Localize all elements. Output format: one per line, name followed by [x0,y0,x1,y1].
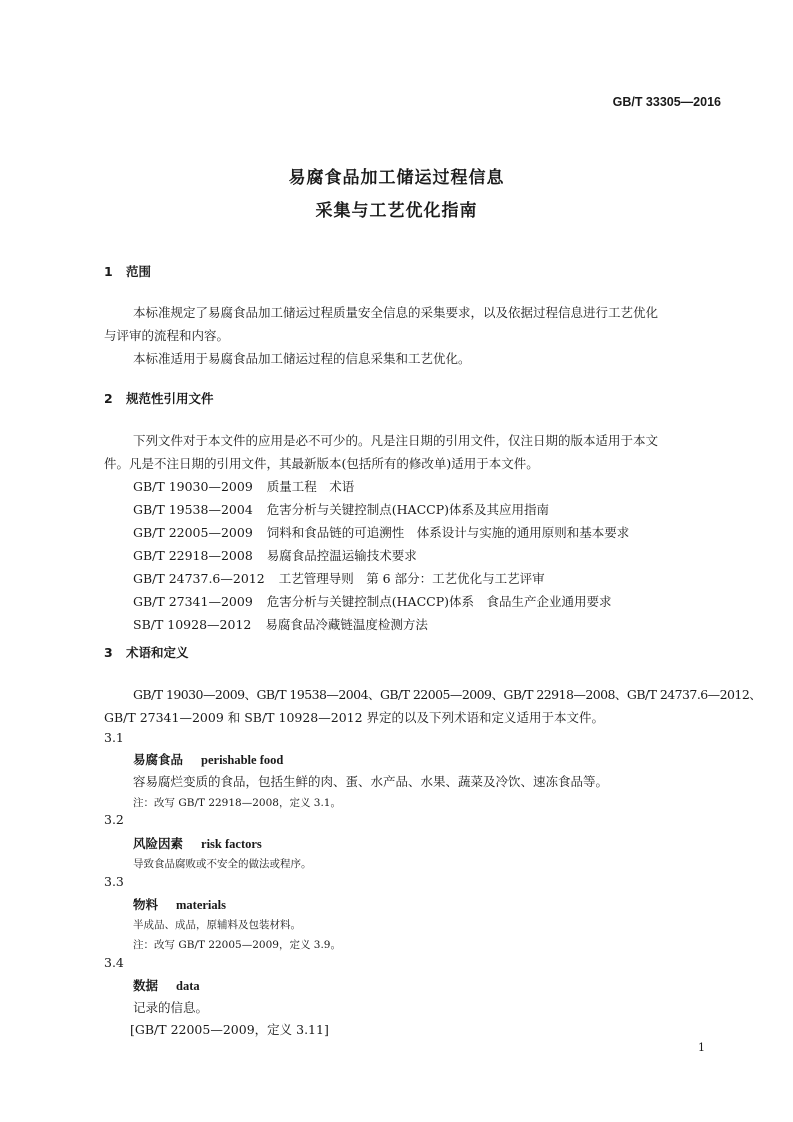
reference-item [133,523,629,541]
term-source: [GB/T 22005—2009，定义 3.11] [130,1022,329,1037]
term-definition: 容易腐烂变质的食品，包括生鲜的肉、蛋、水产品、水果、蔬菜及冷饮、速冻食品等。 [133,774,609,789]
reference-code: GB/T 22005—2009 [133,525,253,540]
scope-paragraph-1-line-1: 本标准规定了易腐食品加工储运过程质量安全信息的采集要求，以及依据过程信息进行工艺优化 [133,305,659,320]
term-english: risk factors [201,837,262,851]
terms-intro-line-1: GB/T 19030—2009、GB/T 19538—2004、GB/T 22005—2009、GB/T 22918—2008、GB/T 24737.6—2012、 [133,687,762,702]
section-3-heading [104,643,189,661]
section-title: 术语和定义 [126,645,189,660]
term-definition: 导致食品腐败或不安全的做法或程序。 [133,858,312,870]
reference-code: GB/T 19030—2009 [133,479,253,494]
section-2-heading [104,389,214,407]
term-definition: 半成品、成品，原辅料及包装材料。 [133,919,301,931]
reference-title: 饲料和食品链的可追溯性 体系设计与实施的通用原则和基本要求 [266,525,630,540]
term-note: 注：改写 GB/T 22005—2009，定义 3.9。 [133,939,341,951]
reference-item [133,592,612,610]
term-number: 3.1 [104,730,124,745]
reference-item [133,569,545,587]
section-title: 规范性引用文件 [126,391,214,406]
term-heading [133,976,200,994]
reference-title: 易腐食品控温运输技术要求 [266,548,417,563]
reference-item [133,546,417,564]
references-intro-line-1: 下列文件对于本文件的应用是必不可少的。凡是注日期的引用文件，仅注日期的版本适用于本文 [133,433,659,448]
standard-code: GB/T 33305—2016 [612,95,721,109]
terms-intro-line-2: GB/T 27341—2009 和 SB/T 10928—2012 界定的以及下列术语和定义适用于本文件。 [104,710,605,725]
term-number: 3.3 [104,874,124,889]
reference-title: 质量工程 术语 [266,479,355,494]
document-title-line-1: 易腐食品加工储运过程信息 [288,168,505,188]
section-title: 范围 [126,264,152,279]
section-1-heading [104,262,151,280]
term-chinese: 物料 [133,897,159,912]
reference-code: GB/T 19538—2004 [133,502,253,517]
reference-code: GB/T 22918—2008 [133,548,253,563]
reference-title: 工艺管理导则 第 6 部分：工艺优化与工艺评审 [278,571,545,586]
term-english: data [176,979,200,993]
document-title-line-2: 采集与工艺优化指南 [315,201,478,221]
term-chinese: 易腐食品 [133,752,184,767]
section-number: 2 [104,391,113,406]
reference-code: GB/T 27341—2009 [133,594,253,609]
references-intro-line-2: 件。凡是不注日期的引用文件，其最新版本(包括所有的修改单)适用于本文件。 [104,456,539,471]
term-chinese: 风险因素 [133,836,184,851]
term-heading [133,834,262,852]
term-english: perishable food [201,753,284,767]
reference-code: GB/T 24737.6—2012 [133,571,265,586]
term-heading [133,750,283,768]
term-chinese: 数据 [133,978,159,993]
scope-paragraph-1-line-2: 与评审的流程和内容。 [104,328,230,343]
reference-item [133,500,549,518]
reference-item [133,477,354,495]
reference-code: SB/T 10928—2012 [133,617,252,632]
term-note: 注：改写 GB/T 22918—2008，定义 3.1。 [133,797,341,809]
reference-title: 危害分析与关键控制点(HACCP)体系 食品生产企业通用要求 [266,594,612,609]
term-number: 3.4 [104,955,124,970]
page-number: 1 [698,1041,705,1054]
reference-item [133,615,428,633]
term-heading [133,895,226,913]
scope-paragraph-2: 本标准适用于易腐食品加工储运过程的信息采集和工艺优化。 [133,351,471,366]
term-definition: 记录的信息。 [133,1000,209,1015]
reference-title: 易腐食品冷藏链温度检测方法 [265,617,428,632]
reference-title: 危害分析与关键控制点(HACCP)体系及其应用指南 [266,502,550,517]
section-number: 1 [104,264,113,279]
section-number: 3 [104,645,113,660]
term-number: 3.2 [104,812,124,827]
term-english: materials [176,898,226,912]
